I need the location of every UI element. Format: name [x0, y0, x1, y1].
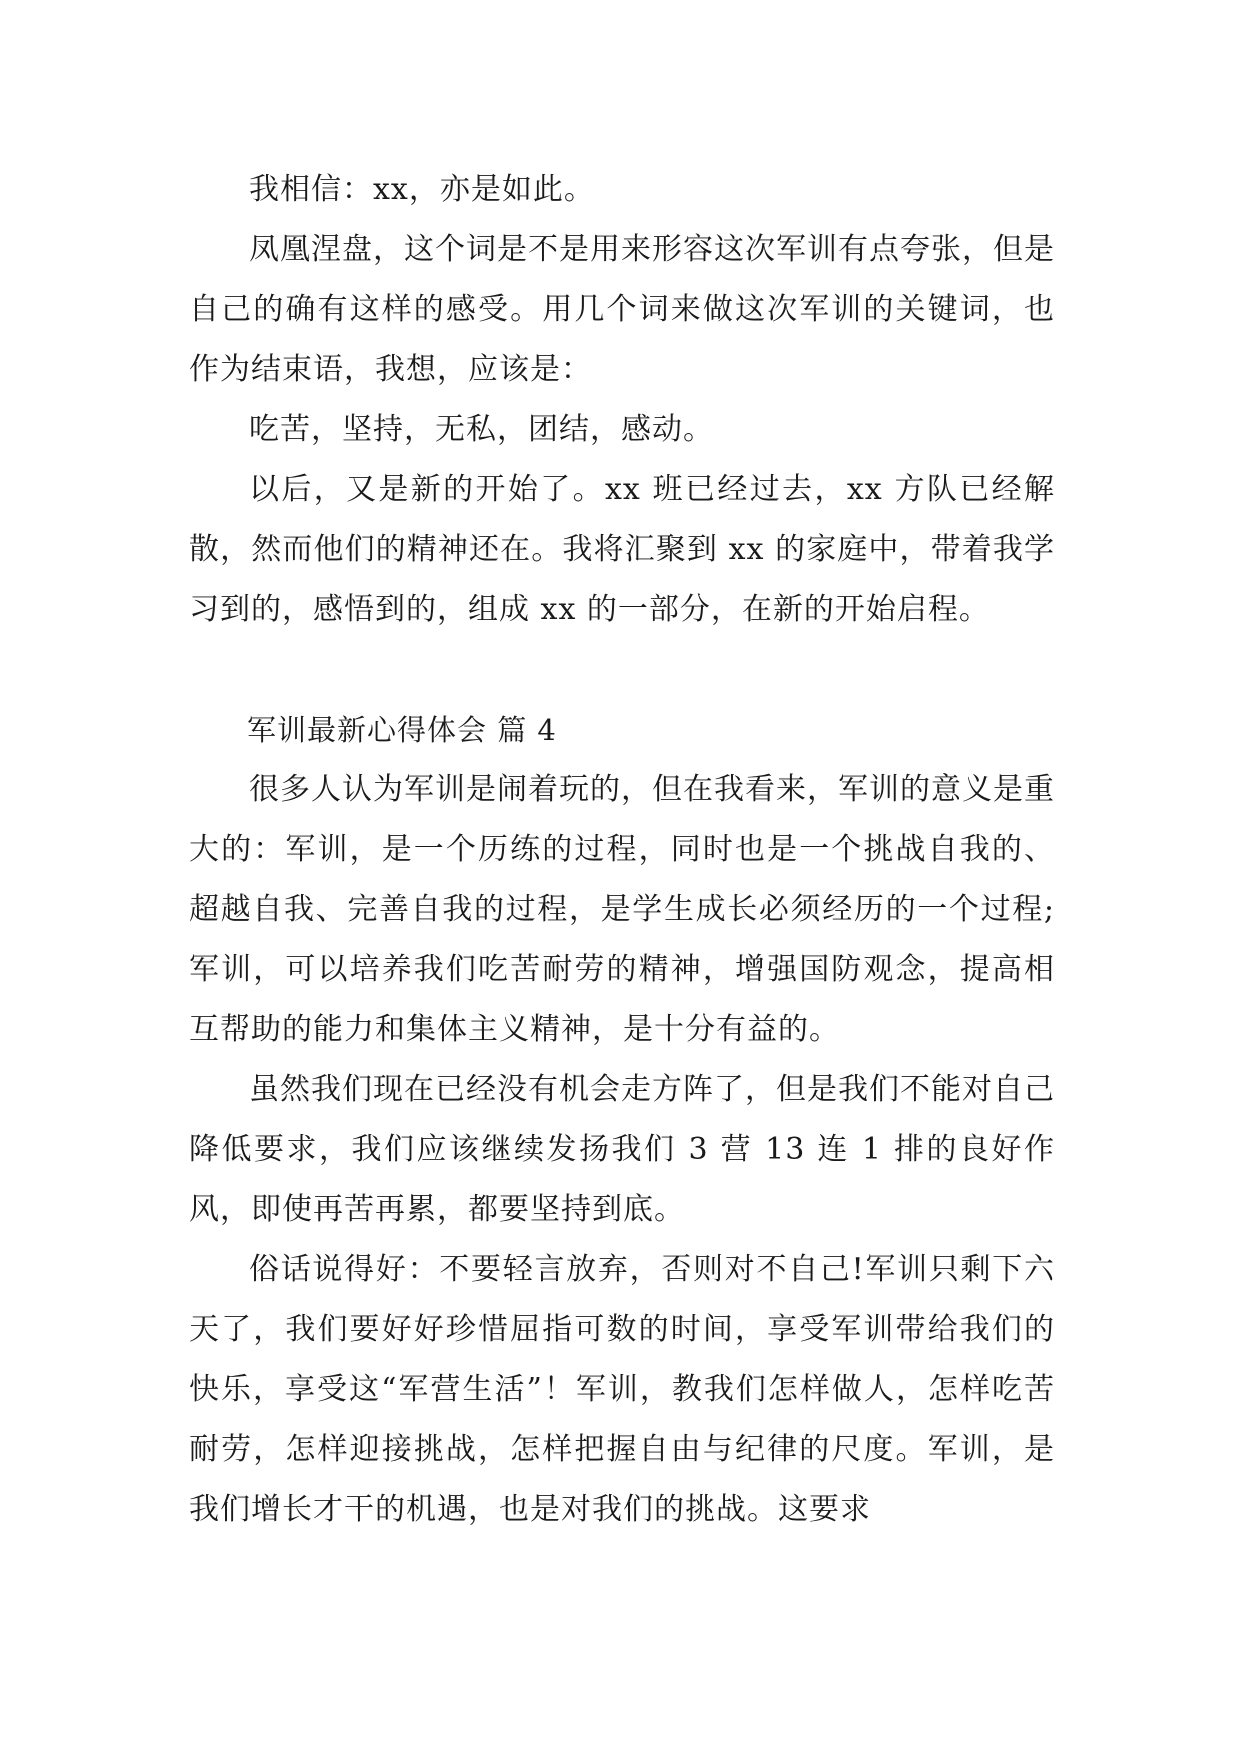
paragraph: 虽然我们现在已经没有机会走方阵了，但是我们不能对自己降低要求，我们应该继续发扬我们 3 营 13 连 1 排的良好作风，即使再苦再累，都要坚持到底。 — [189, 1072, 1055, 1227]
paragraph: 我相信：xx，亦是如此。 — [249, 172, 595, 207]
paragraph: 吃苦，坚持，无私，团结，感动。 — [249, 412, 714, 447]
paragraph: 凤凰涅盘，这个词是不是用来形容这次军训有点夸张，但是自己的确有这样的感受。用几个词来做这次军训的关键词，也作为结束语，我想，应该是： — [189, 232, 1055, 387]
paragraph: 很多人认为军训是闹着玩的，但在我看来，军训的意义是重大的：军训，是一个历练的过程，同时也是一个挑战自我的、超越自我、完善自我的过程，是学生成长必须经历的一个过程;军训，可以培养我们吃苦耐劳的精神，增强国防观念，提高相互帮助的能力和集体主义精神，是十分有益的。 — [189, 772, 1055, 1047]
paragraph: 俗话说得好：不要轻言放弃，否则对不自己!军训只剩下六天了，我们要好好珍惜屈指可数的时间，享受军训带给我们的快乐，享受这“军营生活”！军训，教我们怎样做人，怎样吃苦耐劳，怎样迎接挑战，怎样把握自由与纪律的尺度。军训，是我们增长才干的机遇，也是对我们的挑战。这要求 — [189, 1252, 1055, 1527]
paragraph: 以后，又是新的开始了。xx 班已经过去，xx 方队已经解散，然而他们的精神还在。我将汇聚到 xx 的家庭中，带着我学习到的，感悟到的，组成 xx 的一部分，在新的开始启程。 — [189, 472, 1055, 627]
document-body — [189, 160, 1055, 1540]
section-heading: 军训最新心得体会 篇 4 — [247, 713, 557, 747]
